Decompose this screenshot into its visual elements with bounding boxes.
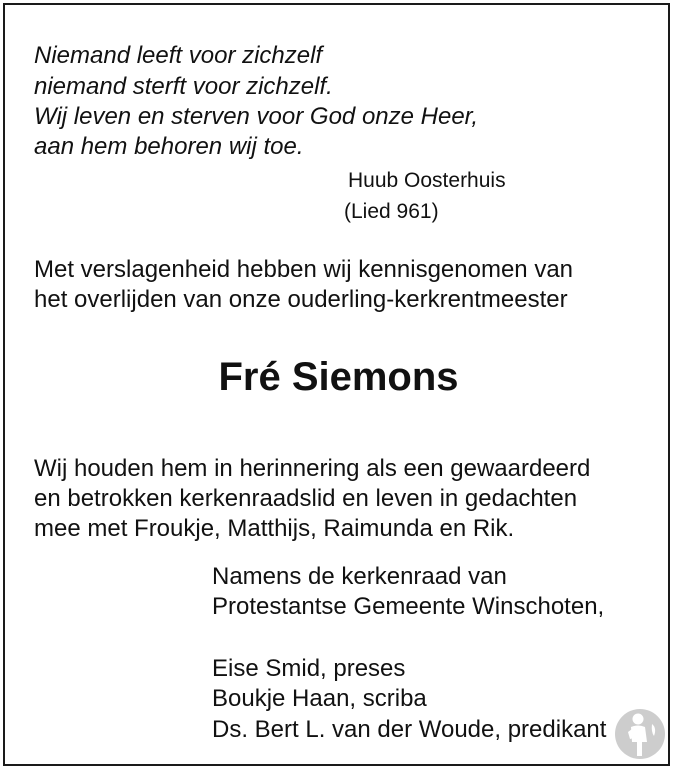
on-behalf-line-2: Protestantse Gemeente Winschoten, <box>212 593 605 620</box>
remembrance-line-2: en betrokken kerkenraadslid en leven in gedachten <box>34 485 578 512</box>
signatory-3: Ds. Bert L. van der Woude, predikant <box>212 716 607 743</box>
deceased-name: Fré Siemons <box>218 355 459 399</box>
poem-line-2: niemand sterft voor zichzelf. <box>34 73 333 100</box>
signatory-1: Eise Smid, preses <box>212 655 406 682</box>
remembrance-line-3: mee met Froukje, Matthijs, Raimunda en Rik. <box>34 515 515 542</box>
on-behalf-line-1: Namens de kerkenraad van <box>212 563 507 590</box>
poem-line-1: Niemand leeft voor zichzelf <box>34 42 323 69</box>
poem-line-3: Wij leven en sterven voor God onze Heer, <box>34 103 479 130</box>
poem-line-4: aan hem behoren wij toe. <box>34 133 304 160</box>
poem-source: (Lied 961) <box>344 200 439 223</box>
remembrance-line-1: Wij houden hem in herinnering als een gewaardeerd <box>34 455 591 482</box>
intro-line-2: het overlijden van onze ouderling-kerkrentmeester <box>34 286 568 313</box>
mourning-figure-icon <box>614 708 666 760</box>
intro-line-1: Met verslagenheid hebben wij kennisgenomen van <box>34 256 574 283</box>
poem-author: Huub Oosterhuis <box>348 169 506 192</box>
signatory-2: Boukje Haan, scriba <box>212 685 427 712</box>
